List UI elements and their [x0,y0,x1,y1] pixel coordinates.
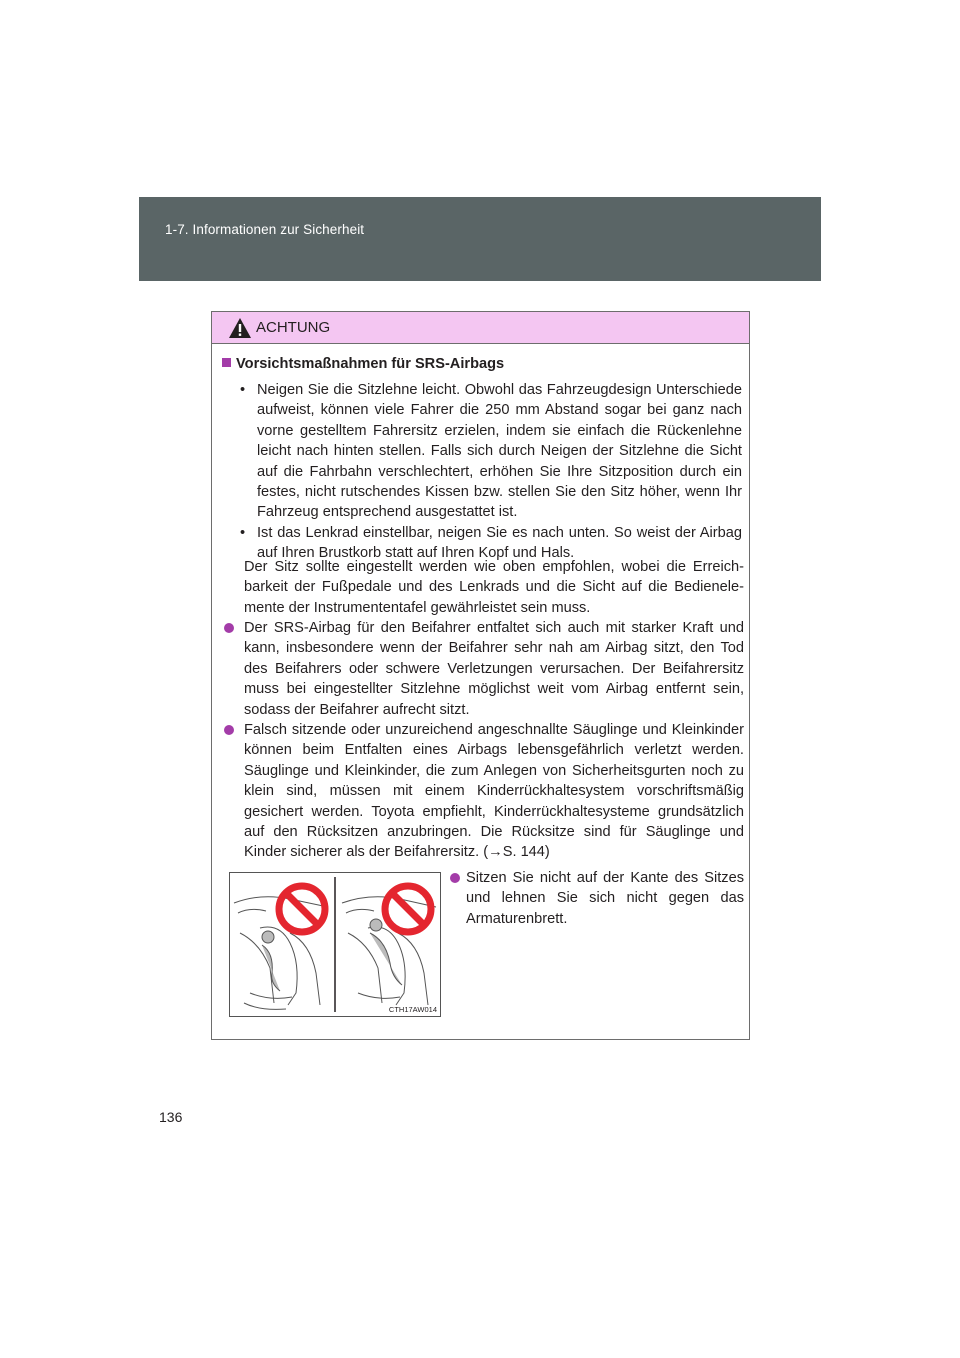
bullet-text: Ist das Lenkrad einstellbar, neigen Sie es nach unten. So weist der Airbag auf Ihren Brustkorb statt auf Ihren Kopf und Hals. [257,524,742,562]
warning-heading-text: Vorsichtsmaßnahmen für SRS-Airbags [236,356,505,372]
warning-triangle-icon [228,317,252,339]
list-item [222,720,744,863]
prohibition-icon [274,881,330,937]
circle-bullet-icon [224,725,234,735]
circle-bullet-icon [224,623,234,633]
page-number: 136 [159,1109,183,1125]
warning-label: ACHTUNG [256,319,331,336]
section-title: 1-7. Informationen zur Sicherheit [165,222,365,237]
list-item-text: Sitzen Sie nicht auf der Kante des Sitzes und lehnen Sie sich nicht gegen das Armaturenbrett. [466,870,744,927]
bullet-list [232,380,742,564]
list-item-text: Der SRS-Airbag für den Beifahrer entfaltet sich auch mit starker Kraft und kann, insbesondere wenn der Beifahrer sehr nah am Airbag sitzt, den Tod des Beifahrers oder schwere Verletzungen verursachen. Der Beifahrersitz muss bei eingestellter Sitzlehne möglichst weit vom Airbag entfernt sein, sodass der Beifahrer aufrecht sitzt. [244,620,744,718]
bullet-dot-icon: • [240,382,246,398]
warning-box [211,311,750,1040]
bullet-dot-icon: • [240,524,246,541]
seat-paragraph: Der Sitz sollte eingestellt werden wie oben empfohlen, wobei die Erreichbarkeit der Fußpedale und des Lenkrads und die Sicht auf die Bedienelemente der Instrumententafel gewährleistet sein muss. [244,559,744,616]
bullet-text: Neigen Sie die Sitzlehne leicht. Obwohl das Fahrzeugdesign Unterschiede aufweist, können viele Fahrer die 250 mm Abstand sogar bei ganz nach vorne gestelltem Fahrersitz erzielen, indem sie einfach die Rückenlehne leicht nach hinten stellen. Falls sich durch Neigen der Sitzlehne die Sicht auf die Fahrbahn verschlechtert, erhöhen Sie Ihre Sitzposition durch ein festes, nicht rutschendes Kissen bzw. stellen Sie den Sitz höher, wenn Ihr Fahrzeug entsprechend ausgestattet ist. [257,382,742,521]
prohibition-icon [380,881,436,937]
circle-bullet-icon [450,873,460,883]
airbag-illustration [229,872,441,1017]
warning-heading [222,354,504,374]
illustration-code: CTH17AW014 [388,1005,437,1014]
warning-header [212,312,749,344]
header-band [139,197,821,281]
list-item-text: Falsch sitzende oder unzureichend angeschnallte Säuglinge und Kleinkinder können beim Entfalten eines Airbags lebensgefährlich verletzt werden. Säuglinge und Kleinkinder, die zum Anlegen von Sicherheitsgurten noch zu klein sind, müssen mit einem Kinderrückhaltesystem vorschriftsmäßig gesichert werden. Toyota empfiehlt, Kinderrückhaltesysteme grundsätzlich auf den Rücksitzen anzubringen. Die Rücksitze sind für Säuglinge und Kinder sicherer als der Beifahrersitz. (→S. 144) [244,722,744,861]
bullet-item [232,380,742,523]
list-item [448,868,744,929]
square-bullet-icon [222,358,231,367]
list-item [222,618,744,720]
